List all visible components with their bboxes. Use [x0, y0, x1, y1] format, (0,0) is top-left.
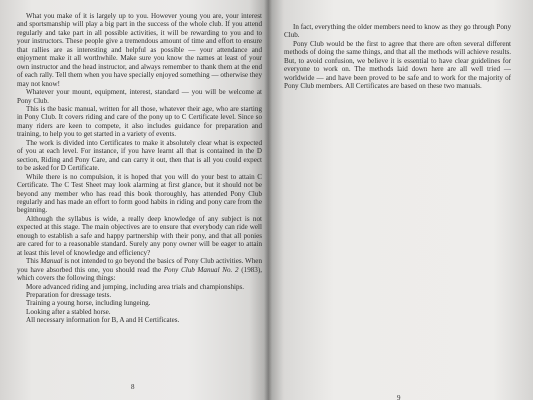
paragraph: While there is no compulsion, it is hoped that you will do your best to attain C Certificate. The C Test Sheet may look alarming at first glance, but it should not be beyond any member who has read this book thoroughly, has attended Pony Club regularly and has made an effort to form good habits in riding and pony care from the beginning.	[17, 172, 262, 215]
manual-title: Pony Club Manual No. 2	[163, 265, 239, 274]
page-number-right: 9	[397, 394, 401, 400]
right-page	[268, 0, 533, 400]
list-item: More advanced riding and jumping, including area trials and championships.	[26, 282, 245, 291]
list-item: Looking after a stabled horse.	[26, 307, 111, 316]
paragraph: Pony Club would be the first to agree that there are often several different methods of doing the same things, and that all the methods will achieve results. But, to avoid confusion, we believe it is essential to have clear guidelines for everyone to work on. The methods laid down here are all well tried — worldwide — and have been proved to be safe and to work for the majority of Pony Club members. All Certificates are based on these two manuals.	[284, 39, 511, 91]
paragraph: This is the basic manual, written for all those, whatever their age, who are starting in Pony Club. It covers riding and care of the pony up to C Certificate level. Since so many riders are keen to compete, it also includes guidance for preparation and training, to help you to get started in a variety of events.	[17, 104, 262, 139]
paragraph: The work is divided into Certificates to make it absolutely clear what is expected of you at each level. For instance, if you have learnt all that is contained in the D section, Riding and Pony Care, and can carry it out, then that is all you could expect to be asked for D Certificate.	[17, 138, 262, 173]
paragraph: What you make of it is largely up to you. However young you are, your interest and sportsmanship will play a big part in the success of the whole club. If you attend regularly and take part in all possible activities, it will be rewarding to you and to your instructors. These people give a tremendous amount of time and effort to ensure that rallies are as interesting and helpful as possible — your attendance and enjoyment make it all worthwhile. Make sure you know the names at least of your own instructor and the head instructor, and always remember to thank them at the end of each rally. Tell them when you have specially enjoyed something — otherwise they may not know!	[17, 12, 262, 88]
paragraph: In fact, everything the older members need to know as they go through Pony Club.	[284, 23, 511, 40]
manual-word: Manual	[40, 257, 63, 266]
paragraph-manual	[17, 257, 262, 282]
paragraph: Although the syllabus is wide, a really deep knowledge of any subject is not expected at this stage. The main objectives are to ensure that everybody can ride well enough to establish a safe and happy partnership with their pony, and that all ponies are cared for to a reasonable standard. Surely any pony owner will be eager to attain at least this level of knowledge and efficiency?	[17, 214, 262, 257]
book-gutter	[264, 0, 272, 400]
list-item: Training a young horse, including lungeing.	[26, 299, 151, 308]
paragraph: Whatever your mount, equipment, interest, standard — you will be welcome at Pony Club.	[17, 88, 262, 105]
list-item: Preparation for dressage tests.	[26, 290, 112, 299]
list-item: All necessary information for B, A and H Certificates.	[26, 316, 180, 325]
manual-tail: (1983), which covers the following things:	[17, 265, 262, 283]
left-page-text	[17, 12, 262, 325]
right-page-text	[284, 23, 511, 91]
page-number-left: 8	[131, 383, 135, 391]
manual-middle: is not intended to go beyond the basics of Pony Club activities. When you have absorbed this one, you should read the	[17, 257, 262, 274]
manual-lead: This	[26, 257, 41, 266]
